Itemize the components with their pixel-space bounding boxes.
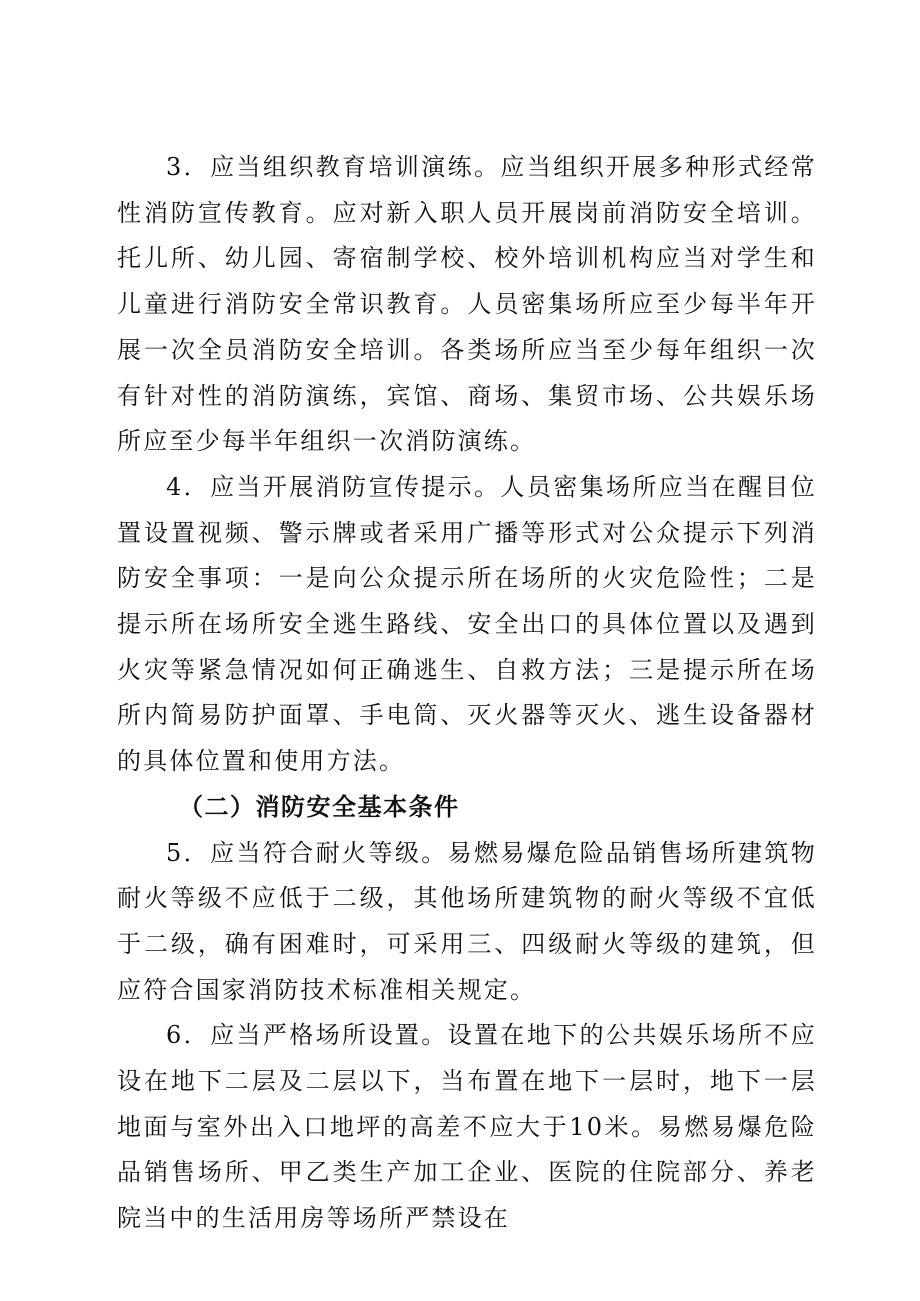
- document-page: [117, 145, 817, 1242]
- section-heading: （二）消防安全基本条件: [179, 792, 460, 821]
- paragraph-fire-resistance: 5．应当符合耐火等级。易燃易爆危险品销售场所建筑物耐火等级不应低于二级，其他场所建筑物的耐火等级不宜低于二级，确有困难时，可采用三、四级耐火等级的建筑，但应符合国家消防技术标准相关规定。: [117, 838, 817, 1004]
- paragraph-training-drills: 3．应当组织教育培训演练。应当组织开展多种形式经常性消防宣传教育。应对新入职人员开展岗前消防安全培训。托儿所、幼儿园、寄宿制学校、校外培训机构应当对学生和儿童进行消防安全常识教育。人员密集场所应至少每半年开展一次全员消防安全培训。各类场所应当至少每年组织一次有针对性的消防演练，宾馆、商场、集贸市场、公共娱乐场所应至少每半年组织一次消防演练。: [117, 153, 817, 456]
- paragraph-publicity-prompts: 4．应当开展消防宣传提示。人员密集场所应当在醒目位置设置视频、警示牌或者采用广播等形式对公众提示下列消防安全事项：一是向公众提示所在场所的火灾危险性；二是提示所在场所安全逃生路线、安全出口的具体位置以及遇到火灾等紧急情况如何正确逃生、自救方法；三是提示所在场所内简易防护面罩、手电筒、灭火器等灭火、逃生设备器材的具体位置和使用方法。: [117, 472, 817, 776]
- paragraph-site-setup: 6．应当严格场所设置。设置在地下的公共娱乐场所不应设在地下二层及二层以下，当布置在地下一层时，地下一层地面与室外出入口地坪的高差不应大于10米。易燃易爆危险品销售场所、甲乙类生产加工企业、医院的住院部分、养老院当中的生活用房等场所严禁设在: [117, 1021, 817, 1233]
